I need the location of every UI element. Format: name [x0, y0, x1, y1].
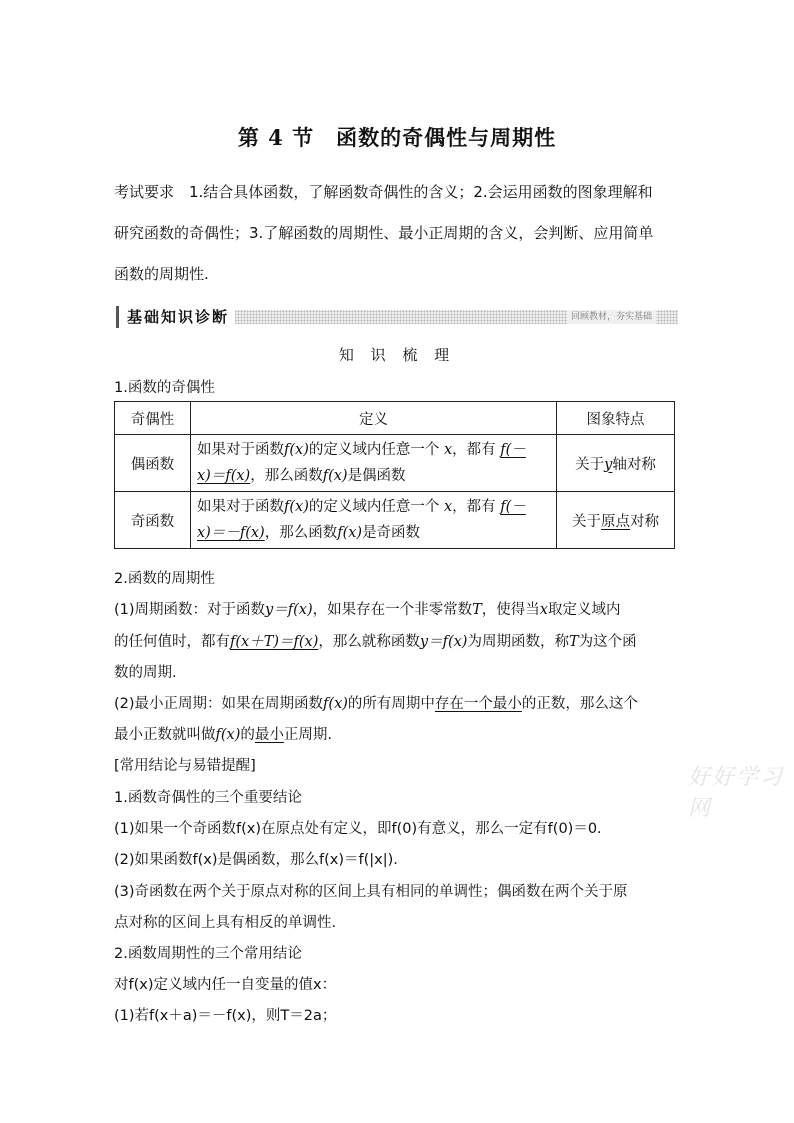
- odd-def-text-a: 如果对于函数: [197, 499, 284, 515]
- periodic-def-line-3: 数的周期.: [114, 665, 177, 681]
- odd-feature-post: 对称: [630, 513, 659, 530]
- even-feature-axis: y: [604, 456, 613, 473]
- p1-l2-e: 为周期函数，称: [467, 634, 569, 650]
- even-feature-pre: 关于: [575, 456, 605, 473]
- odd-definition: [191, 492, 557, 549]
- banner-subtitle: 回顾教材，夯实基础: [567, 310, 656, 324]
- even-definition: [191, 435, 557, 492]
- odd-def-text-e: 是奇函数: [362, 525, 421, 541]
- p1-l2-f: T: [568, 634, 579, 650]
- exam-requirements-line-1: 考试要求 1.结合具体函数，了解函数奇偶性的含义；2.会运用函数的图象理解和: [114, 183, 653, 201]
- p1-l1-d: T: [472, 602, 482, 618]
- p1-l2-g: 为这个函: [578, 634, 637, 650]
- parity-conclusion-1: (1)如果一个奇函数f(x)在原点处有定义，即f(0)有意义，那么一定有f(0)＝0.: [114, 821, 602, 837]
- even-feature-post: 轴对称: [612, 456, 656, 473]
- p1-l2-b: f(x＋T)＝f(x): [230, 634, 319, 650]
- p1-l1-f: x: [539, 602, 548, 618]
- even-def-text-a: 如果对于函数: [197, 442, 284, 458]
- even-name: 偶函数: [115, 435, 191, 492]
- p2-l1-e: 的正数，那么这个: [521, 696, 638, 712]
- odd-def-fx: f(x): [284, 499, 309, 515]
- p1-l2-a: 的任何值时，都有: [114, 634, 230, 650]
- even-condition-part-1: f(－: [500, 442, 526, 458]
- even-def-fx-2: f(x): [322, 468, 348, 484]
- odd-name: 奇函数: [115, 492, 191, 549]
- exam-requirements-line-3: 函数的周期性.: [114, 265, 209, 283]
- watermark: 好好学习网: [688, 765, 785, 821]
- p2-l1-b: f(x): [323, 696, 348, 712]
- parity-conclusion-3-line-2: 点对称的区间上具有相反的单调性.: [114, 915, 337, 931]
- period-conclusions-heading: 2.函数周期性的三个常用结论: [114, 946, 302, 962]
- parity-conclusion-3-line-1: (3)奇函数在两个关于原点对称的区间上具有相同的单调性；偶函数在两个关于原: [114, 884, 628, 900]
- parity-table: [114, 401, 675, 549]
- even-graph-feature: [557, 435, 675, 492]
- odd-def-fx-2: f(x): [337, 525, 363, 541]
- p2-l2-e: 正周期.: [283, 727, 332, 743]
- p2-l2-d: 最小: [254, 727, 284, 743]
- even-def-fx: f(x): [284, 442, 309, 458]
- p1-l1-g: 取定义域内: [547, 602, 621, 618]
- odd-def-x: x: [443, 499, 453, 515]
- p1-l1-e: ，使得当: [481, 602, 540, 618]
- periodic-def-line-2: [114, 630, 637, 651]
- banner-label: 基础知识诊断: [116, 306, 235, 328]
- table-header-row: [115, 402, 675, 435]
- odd-def-text-d: ，那么函数: [264, 525, 338, 541]
- even-def-text-e: 是偶函数: [347, 468, 406, 484]
- period-conclusion-1: (1)若f(x＋a)＝－f(x)，则T＝2a；: [114, 1008, 337, 1024]
- period-conclusions-intro: 对f(x)定义域内任一自变量的值x：: [114, 977, 337, 993]
- p2-l1-c: 的所有周期中: [347, 696, 435, 712]
- even-condition-part-2: x)＝f(x): [197, 468, 251, 484]
- p1-l1-a: (1)周期函数：对于函数: [114, 602, 266, 618]
- p2-l2-a: 最小正数就叫做: [114, 727, 216, 743]
- min-period-line-1: [114, 692, 638, 713]
- odd-feature-pre: 关于: [572, 513, 601, 530]
- parity-conclusions-heading: 1.函数奇偶性的三个重要结论: [114, 790, 302, 806]
- table-row-even: [115, 435, 675, 492]
- page-title: 第 4 节 函数的奇偶性与周期性: [237, 125, 557, 150]
- odd-def-text-b: 的定义域内任意一个: [308, 499, 440, 515]
- odd-graph-feature: [557, 492, 675, 549]
- odd-def-text-c: ，都有: [452, 499, 496, 515]
- parity-conclusion-2: (2)如果函数f(x)是偶函数，那么f(x)＝f(|x|).: [114, 852, 398, 868]
- p1-l2-c: ，那么就称函数: [318, 634, 420, 650]
- section-banner: [116, 306, 678, 328]
- even-def-text-b: 的定义域内任意一个: [308, 442, 440, 458]
- even-def-x: x: [443, 442, 453, 458]
- even-def-text-d: ，那么函数: [250, 468, 323, 484]
- odd-feature-origin: 原点: [601, 513, 630, 530]
- min-period-line-2: [114, 723, 332, 744]
- p2-l2-c: 的: [240, 727, 255, 743]
- even-def-text-c: ，都有: [452, 442, 496, 458]
- p2-l1-d: 存在一个最小: [434, 696, 522, 712]
- exam-requirements-line-2: 研究函数的奇偶性；3.了解函数的周期性、最小正周期的含义，会判断、应用简单: [114, 224, 654, 242]
- p2-l1-a: (2)最小正周期：如果在周期函数: [114, 696, 324, 712]
- p1-l1-b: y＝f(x): [265, 602, 313, 618]
- p1-l1-c: ，如果存在一个非零常数: [312, 602, 473, 618]
- header-graph-feature: 图象特点: [557, 402, 675, 435]
- periodic-def-line-1: [114, 598, 620, 619]
- header-parity: 奇偶性: [115, 402, 191, 435]
- knowledge-summary-title: 知 识 梳 理: [338, 346, 456, 364]
- p2-l2-b: f(x): [215, 727, 241, 743]
- conclusions-heading: [常用结论与易错提醒]: [114, 758, 256, 774]
- parity-heading: 1.函数的奇偶性: [114, 380, 215, 396]
- odd-condition-part-2: x)＝－f(x): [197, 525, 265, 541]
- odd-condition-part-1: f(－: [500, 499, 526, 515]
- table-row-odd: [115, 492, 675, 549]
- header-definition: 定义: [191, 402, 557, 435]
- p1-l2-d: y＝f(x): [419, 634, 468, 650]
- periodicity-heading: 2.函数的周期性: [114, 571, 215, 587]
